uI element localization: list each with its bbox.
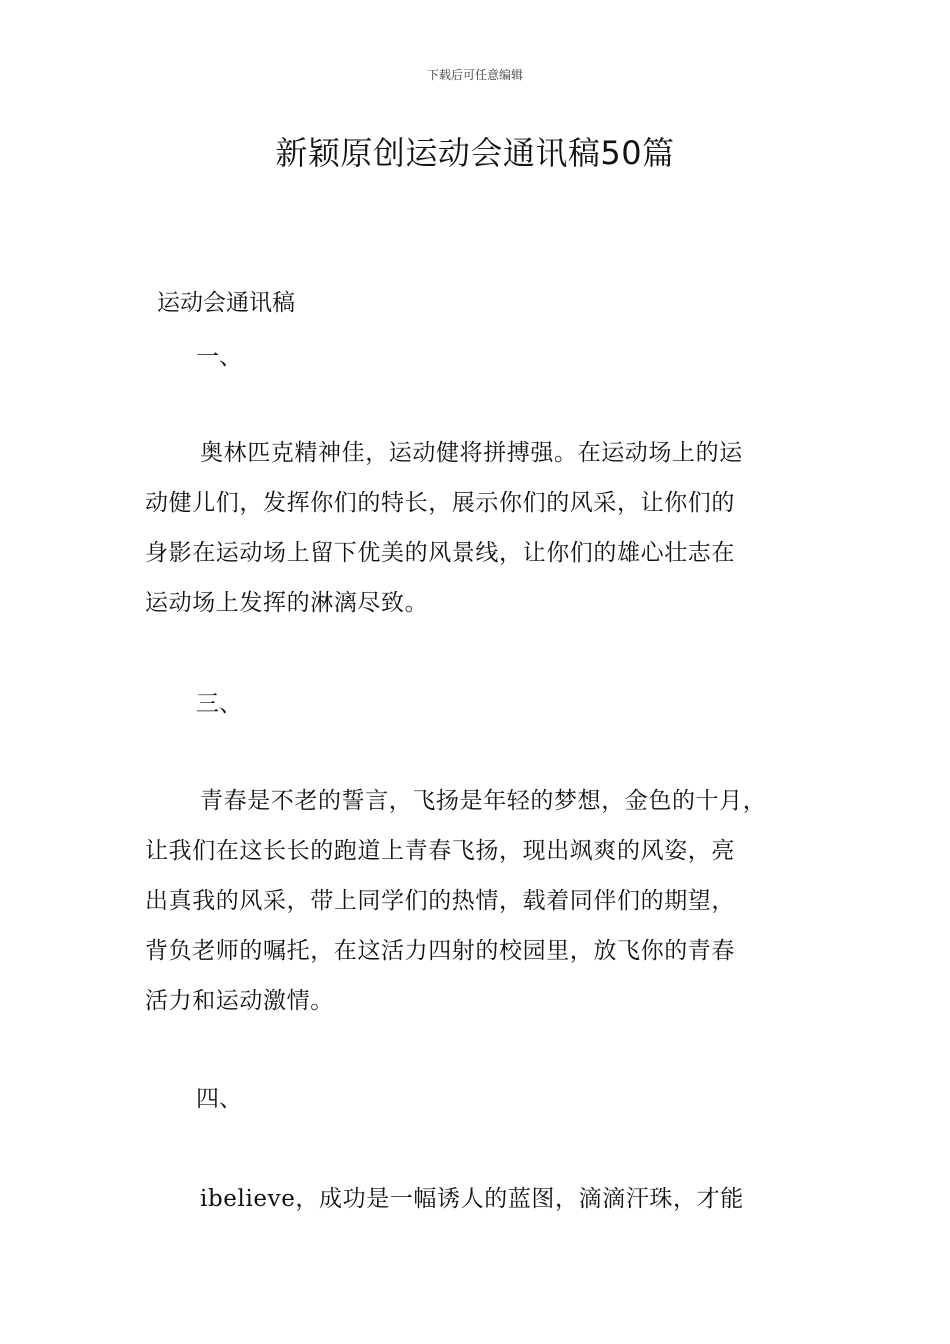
header-note: 下载后可任意编辑 — [426, 68, 523, 82]
paragraph-line: 奥林匹克精神佳，运动健将拼搏强。在运动场上的运 — [200, 440, 743, 466]
section-number: 四、 — [196, 1086, 242, 1112]
paragraph-line: 青春是不老的誓言，飞扬是年轻的梦想，金色的十月， — [200, 788, 767, 814]
paragraph-line: 出真我的风采，带上同学们的热情，载着同伴们的期望， — [145, 888, 735, 914]
paragraph-line: 活力和运动激情。 — [145, 988, 334, 1014]
section-number: 一、 — [196, 344, 242, 370]
paragraph-line: 让我们在这长长的跑道上青春飞扬，现出飒爽的风姿，亮 — [145, 838, 735, 864]
document-title: 新颖原创运动会通讯稿50篇 — [275, 134, 675, 172]
paragraph-line: 背负老师的嘱托，在这活力四射的校园里，放飞你的青春 — [145, 938, 735, 964]
paragraph-line: 动健儿们，发挥你们的特长，展示你们的风采，让你们的 — [145, 490, 735, 516]
paragraph-line: ibelieve，成功是一幅诱人的蓝图，滴滴汗珠，才能 — [200, 1186, 744, 1212]
paragraph-line: 运动场上发挥的淋漓尽致。 — [145, 590, 429, 616]
document-subheading: 运动会通讯稿 — [157, 290, 295, 316]
section-number: 三、 — [196, 691, 242, 717]
paragraph-line: 身影在运动场上留下优美的风景线，让你们的雄心壮志在 — [145, 540, 735, 566]
